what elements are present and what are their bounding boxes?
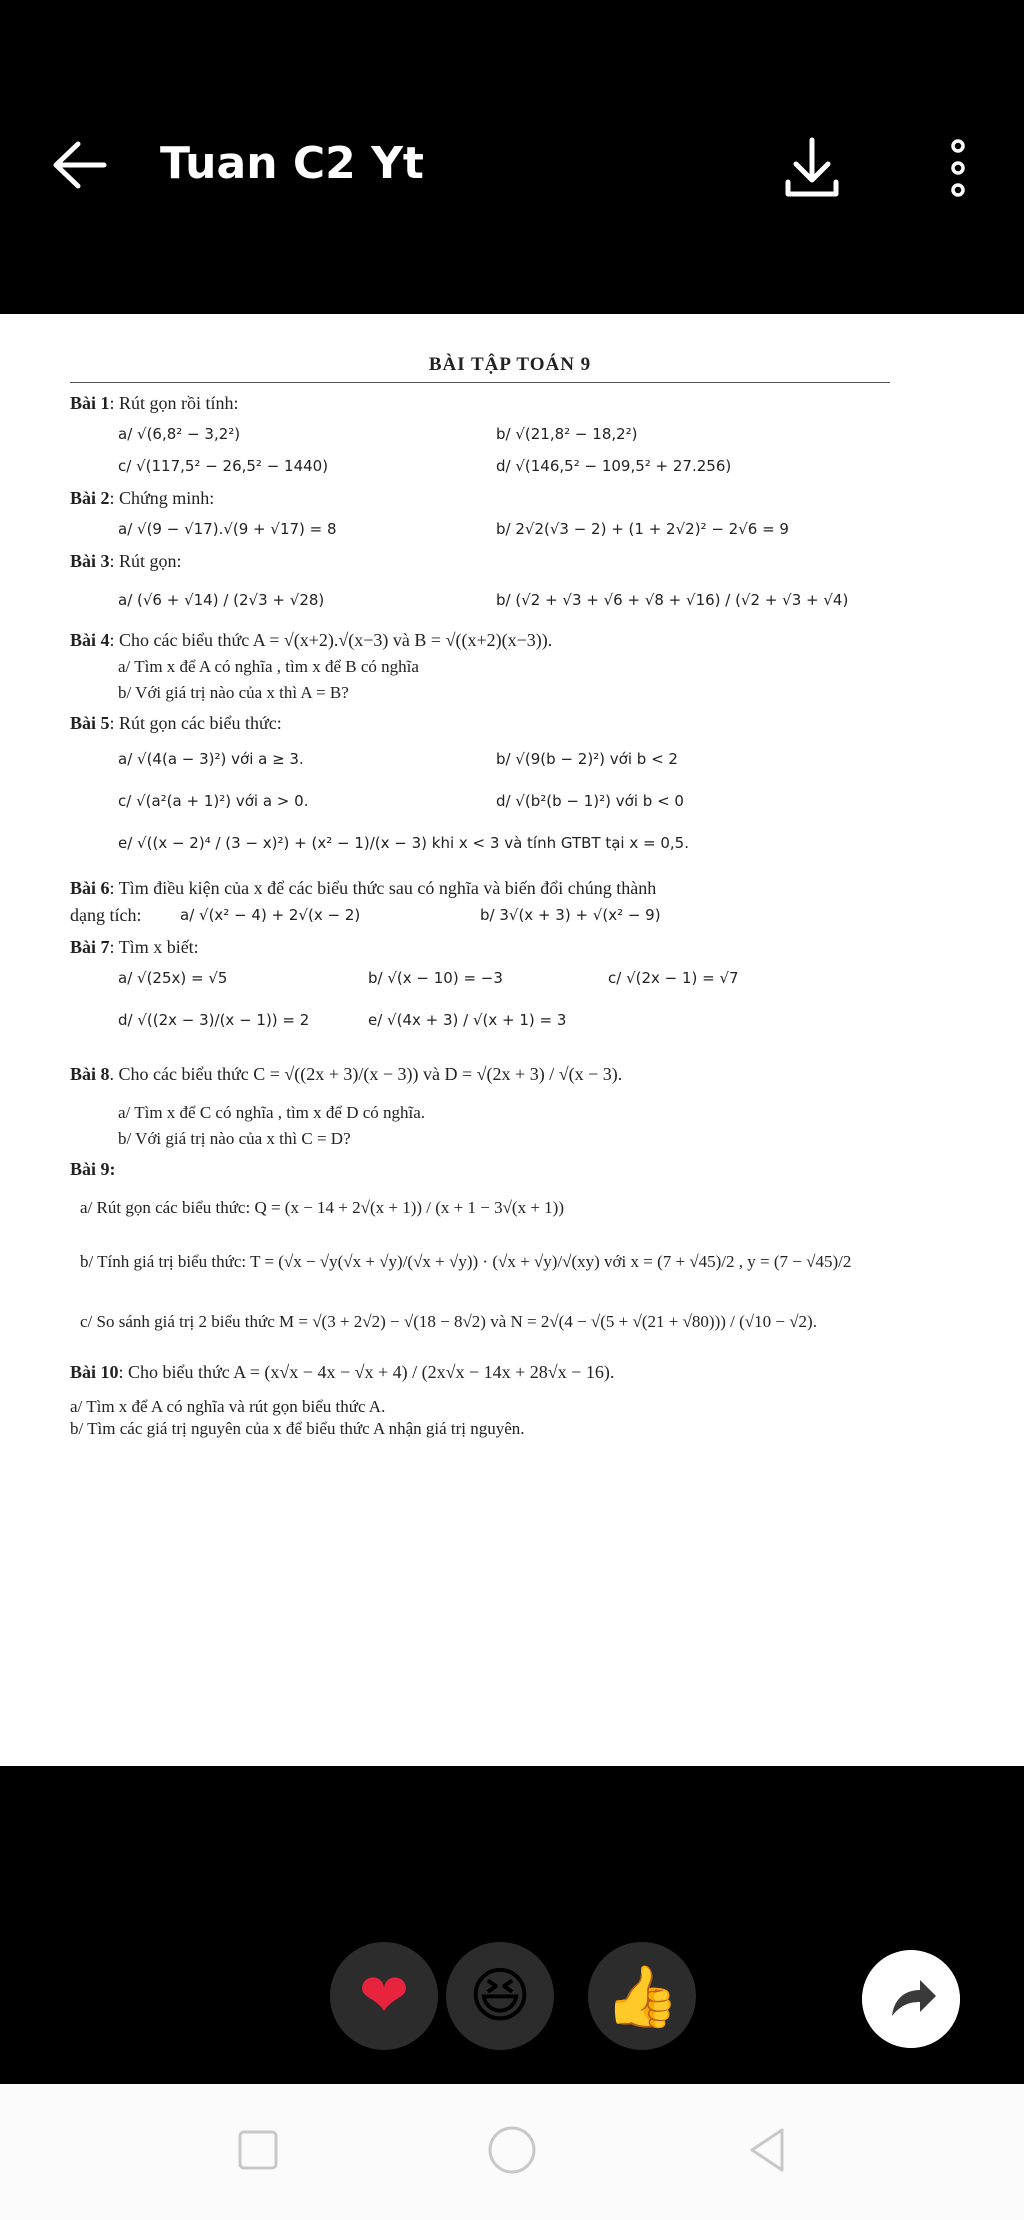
- exercise-1: Bài 1: Rút gọn rồi tính: a/ √(6,8² − 3,2²) b/ √(21,8² − 18,2²) c/ √(117,5² − 26,5² − 1440) d/ √(146,5² − 109,5² + 27.256): [70, 393, 732, 475]
- exercise-7: Bài 7: Tìm x biết: a/ √(25x) = √5 b/ √(x − 10) = −3 c/ √(2x − 1) = √7 d/ √((2x − 3)/(x − 1)) = 2 e/ √(4x + 3) / √(x + 1) = 3: [70, 937, 739, 1029]
- exercise-2: Bài 2: Chứng minh: a/ √(9 − √17).√(9 + √17) = 8 b/ 2√2(√3 − 2) + (1 + 2√2)² − 2√6 = 9: [70, 488, 789, 538]
- exercise-10: Bài 10: Cho biểu thức A = (x√x − 4x − √x + 4) / (2x√x − 14x + 28√x − 16). a/ Tìm x để A có nghĩa và rút gọn biểu thức A. b/ Tìm các giá trị nguyên của x để biểu thức A nhận giá trị nguyên.: [70, 1362, 615, 1438]
- thumbs-up-icon: 👍: [604, 1961, 680, 2032]
- more-vertical-icon[interactable]: [940, 136, 976, 200]
- love-reaction-button[interactable]: [330, 1942, 438, 2050]
- exercise-3: Bài 3: Rút gọn: a/ (√6 + √14) / (2√3 + √28) b/ (√2 + √3 + √6 + √8 + √16) / (√2 + √3 + √4): [70, 551, 849, 609]
- exercise-4: Bài 4: Cho các biểu thức A = √(x+2).√(x−3) và B = √((x+2)(x−3)). a/ Tìm x để A có nghĩa , tìm x để B có nghĩa b/ Với giá trị nào của x thì A = B?: [70, 630, 553, 702]
- app-header: [0, 0, 1024, 314]
- title-divider: [70, 382, 890, 383]
- laughing-face-icon: 😆: [468, 1961, 532, 2031]
- document-image[interactable]: [0, 314, 1024, 1766]
- circle-home-icon[interactable]: [482, 2120, 542, 2180]
- heart-icon: ❤: [358, 1961, 410, 2031]
- arrow-left-icon[interactable]: [48, 140, 108, 190]
- exercise-5: Bài 5: Rút gọn các biểu thức: a/ √(4(a − 3)²) với a ≥ 3. b/ √(9(b − 2)²) với b < 2 c/ √(a²(a + 1)²) với a > 0. d/ √(b²(b − 1)²) với b < 0 e/ √((x − 2)⁴ / (3 − x)²) + (x² − 1)/(x − 3) khi x < 3 và tính GTBT tại x = 0,5.: [70, 713, 689, 852]
- worksheet: [70, 354, 890, 1439]
- square-recents-icon[interactable]: [228, 2120, 288, 2180]
- share-arrow-icon[interactable]: [862, 1950, 960, 2048]
- like-reaction-button[interactable]: [588, 1942, 696, 2050]
- exercise-8: Bài 8. Cho các biểu thức C = √((2x + 3)/(x − 3)) và D = √(2x + 3) / √(x − 3). a/ Tìm x để C có nghĩa , tìm x để D có nghĩa. b/ Với giá trị nào của x thì C = D?: [70, 1064, 623, 1148]
- exercise-9: Bài 9: a/ Rút gọn các biểu thức: Q = (x − 14 + 2√(x + 1)) / (x + 1 − 3√(x + 1)) b/ Tính giá trị biểu thức: T = (√x − √y(√x + √y)/(√x + √y)) · (√x + √y)/√(xy) với x = (7 + √45)/2 , y = (7 − √45)/2 c/ So sánh giá trị 2 biểu thức M = √(3 + 2√2) − √(18 − 8√2) và N = 2√(4 − √(5 + √(21 + √80))) / (√10 − √2).: [70, 1159, 852, 1331]
- download-icon[interactable]: [782, 136, 842, 200]
- page-title: Tuan C2 Yt: [160, 138, 424, 189]
- triangle-back-icon[interactable]: [738, 2120, 798, 2180]
- document-title: BÀI TẬP TOÁN 9: [428, 354, 592, 375]
- exercise-6: Bài 6: Tìm điều kiện của x để các biểu thức sau có nghĩa và biến đổi chúng thành dạng tích: a/ √(x² − 4) + 2√(x − 2) b/ 3√(x + 3) + √(x² − 9): [70, 878, 661, 925]
- haha-reaction-button[interactable]: [446, 1942, 554, 2050]
